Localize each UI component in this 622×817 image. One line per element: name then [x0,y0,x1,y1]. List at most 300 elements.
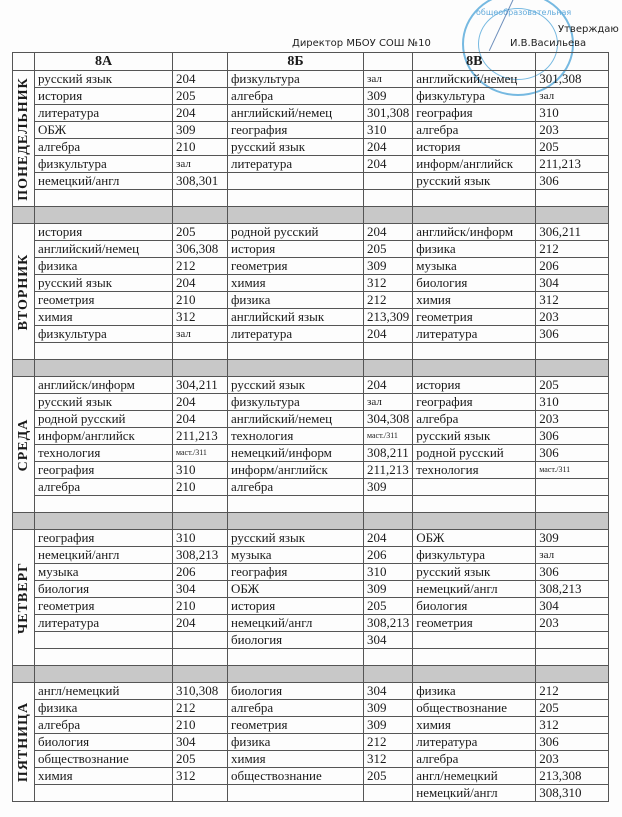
separator-cell [413,666,536,683]
separator-cell [13,666,35,683]
lesson-row [13,734,609,751]
room-cell: 210 [173,479,228,496]
subject-cell: русский язык [413,564,536,581]
subject-cell: биология [413,598,536,615]
lesson-row [13,700,609,717]
separator-cell [13,360,35,377]
subject-cell: алгебра [228,479,364,496]
subject-cell [413,343,536,360]
room-cell: 306 [536,564,609,581]
subject-cell: английский/немец [35,241,173,258]
room-cell: 309 [536,530,609,547]
subject-cell: английский/немец [228,105,364,122]
room-cell [536,649,609,666]
room-cell: 312 [536,717,609,734]
day-separator [13,207,609,224]
subject-cell: геометрия [228,717,364,734]
room-cell: 312 [173,309,228,326]
lesson-row [13,173,609,190]
subject-cell: русский язык [413,173,536,190]
lesson-row [13,428,609,445]
lesson-row [13,258,609,275]
separator-cell [536,513,609,530]
subject-cell: биология [228,632,364,649]
subject-cell: алгебра [413,751,536,768]
class-header: 8В [413,53,536,71]
subject-cell: физика [35,258,173,275]
subject-cell [228,343,364,360]
room-cell: 205 [173,224,228,241]
lesson-row [13,547,609,564]
subject-cell: химия [35,309,173,326]
room-cell: 304 [364,683,413,700]
room-cell: 304 [364,632,413,649]
day-name: ЧЕТВЕРГ [15,561,31,634]
subject-cell: биология [35,581,173,598]
lesson-row [13,462,609,479]
stamp-text: общеобразовательная [476,8,572,17]
subject-cell: литература [35,105,173,122]
lesson-row [13,632,609,649]
room-cell: 210 [173,292,228,309]
room-cell: 210 [173,139,228,156]
lesson-row [13,105,609,122]
room-cell [536,632,609,649]
subject-cell [228,173,364,190]
room-header [173,53,228,71]
subject-cell: физика [228,734,364,751]
room-cell: 204 [173,411,228,428]
lesson-row [13,122,609,139]
subject-cell: технология [228,428,364,445]
room-cell [364,343,413,360]
subject-cell: алгебра [35,717,173,734]
subject-cell: технология [35,445,173,462]
room-cell: 205 [364,241,413,258]
room-cell: 212 [364,734,413,751]
room-cell: 204 [364,139,413,156]
subject-cell: английск/информ [35,377,173,394]
room-cell: 312 [364,275,413,292]
room-cell: 304,308 [364,411,413,428]
day-separator [13,513,609,530]
subject-cell [35,649,173,666]
subject-cell: физкультура [413,547,536,564]
room-cell: 206 [536,258,609,275]
room-cell: 206 [173,564,228,581]
subject-cell: немецкий/англ [413,581,536,598]
subject-cell: физкультура [35,156,173,173]
lesson-row [13,598,609,615]
subject-cell: алгебра [35,479,173,496]
room-cell: 304 [536,275,609,292]
room-cell: 309 [364,479,413,496]
room-cell: 308,301 [173,173,228,190]
subject-cell: немецкий/англ [413,785,536,802]
room-cell: 304 [173,734,228,751]
subject-cell: литература [413,326,536,343]
room-cell [536,496,609,513]
subject-cell: физика [228,292,364,309]
day-name: СРЕДА [15,418,31,471]
room-cell: 306 [536,428,609,445]
subject-cell: родной русский [35,411,173,428]
subject-cell: русский язык [35,394,173,411]
approve-label: Утверждаю [558,24,619,35]
room-cell: 205 [364,768,413,785]
class-header: 8Б [228,53,364,71]
day-separator [13,360,609,377]
subject-cell: английский/немец [413,71,536,88]
subject-cell: англ/немецкий [413,768,536,785]
lesson-row [13,343,609,360]
lesson-row [13,717,609,734]
room-cell: 213,308 [536,768,609,785]
subject-cell: русский язык [35,275,173,292]
room-header [364,53,413,71]
lesson-row [13,751,609,768]
subject-cell: физкультура [413,88,536,105]
room-cell: 204 [173,105,228,122]
subject-cell: химия [35,768,173,785]
subject-cell [413,479,536,496]
lesson-row [13,683,609,700]
room-cell: 212 [173,258,228,275]
room-cell: зал [536,88,609,105]
subject-cell: литература [413,734,536,751]
separator-cell [173,666,228,683]
lesson-row [13,292,609,309]
room-cell: 211,213 [364,462,413,479]
subject-cell: физика [413,241,536,258]
day-name: ПОНЕДЕЛЬНИК [15,76,31,201]
room-cell: 310,308 [173,683,228,700]
room-cell: 301,308 [536,71,609,88]
subject-cell [413,496,536,513]
subject-cell: физика [35,700,173,717]
room-cell: 312 [173,768,228,785]
subject-cell: химия [228,751,364,768]
class-header: 8А [35,53,173,71]
room-cell: 310 [536,394,609,411]
subject-cell: биология [228,683,364,700]
subject-cell: алгебра [413,411,536,428]
lesson-row [13,139,609,156]
subject-cell [228,649,364,666]
lesson-row [13,785,609,802]
subject-cell: обществознание [35,751,173,768]
room-cell: 210 [173,598,228,615]
separator-cell [413,360,536,377]
room-cell: зал [536,547,609,564]
room-cell: 203 [536,615,609,632]
subject-cell: информ/английск [413,156,536,173]
room-cell: 204 [364,156,413,173]
separator-cell [228,360,364,377]
subject-cell: литература [228,326,364,343]
separator-cell [536,666,609,683]
room-cell: 211,213 [173,428,228,445]
header-row [13,53,609,71]
subject-cell: обществознание [228,768,364,785]
room-cell: зал [173,326,228,343]
subject-cell [413,649,536,666]
day-label [13,71,35,207]
room-cell: 203 [536,751,609,768]
subject-cell: английск/информ [413,224,536,241]
room-cell: зал [364,394,413,411]
room-cell: 306 [536,173,609,190]
room-cell: 310 [364,564,413,581]
separator-cell [228,666,364,683]
room-cell [536,343,609,360]
subject-cell: география [35,530,173,547]
separator-cell [364,207,413,224]
room-cell [364,173,413,190]
day-separator [13,666,609,683]
room-cell: 204 [173,615,228,632]
room-cell: 204 [173,275,228,292]
lesson-row [13,88,609,105]
room-cell: 306,211 [536,224,609,241]
room-cell: 212 [536,683,609,700]
room-cell [364,190,413,207]
subject-cell: химия [413,292,536,309]
lesson-row [13,530,609,547]
subject-cell: география [413,105,536,122]
subject-cell: английский/немец [228,411,364,428]
subject-cell: история [413,139,536,156]
room-cell: 309 [364,717,413,734]
room-cell: 211,213 [536,156,609,173]
subject-cell: русский язык [35,71,173,88]
subject-cell: музыка [413,258,536,275]
day-label [13,530,35,666]
subject-cell: англ/немецкий [35,683,173,700]
subject-cell: геометрия [228,258,364,275]
room-cell: 210 [173,717,228,734]
separator-cell [35,513,173,530]
room-cell: 203 [536,309,609,326]
lesson-row [13,326,609,343]
schedule-table [12,52,609,802]
lesson-row [13,768,609,785]
room-cell: 304 [536,598,609,615]
room-cell: 203 [536,122,609,139]
subject-cell: алгебра [35,139,173,156]
subject-cell: ОБЖ [228,581,364,598]
subject-cell: геометрия [35,598,173,615]
director-label: Директор МБОУ СОШ №10 [292,38,431,49]
lesson-row [13,394,609,411]
room-cell: 308,211 [364,445,413,462]
separator-cell [35,360,173,377]
subject-cell: технология [413,462,536,479]
room-cell: 212 [364,292,413,309]
room-cell: 205 [173,751,228,768]
lesson-row [13,479,609,496]
room-cell: 309 [173,122,228,139]
subject-cell: химия [413,717,536,734]
lesson-row [13,309,609,326]
subject-cell [413,632,536,649]
subject-cell: физкультура [35,326,173,343]
room-cell [173,496,228,513]
subject-cell: физкультура [228,71,364,88]
room-cell [364,649,413,666]
separator-cell [228,207,364,224]
lesson-row [13,377,609,394]
room-cell: 205 [536,377,609,394]
room-cell: 204 [364,377,413,394]
subject-cell: литература [228,156,364,173]
separator-cell [13,513,35,530]
subject-cell: история [228,598,364,615]
room-cell: 205 [364,598,413,615]
subject-cell: география [228,122,364,139]
room-cell: 204 [364,530,413,547]
subject-cell [35,632,173,649]
corner-cell [13,53,35,71]
room-cell: 203 [536,411,609,428]
subject-cell: ОБЖ [35,122,173,139]
room-cell: 309 [364,88,413,105]
separator-cell [35,207,173,224]
room-cell: 301,308 [364,105,413,122]
room-cell: 205 [536,139,609,156]
lesson-row [13,224,609,241]
subject-cell: алгебра [228,700,364,717]
subject-cell: химия [228,275,364,292]
day-label [13,377,35,513]
room-cell: маст./311 [173,445,228,462]
subject-cell: история [35,224,173,241]
room-cell: 212 [536,241,609,258]
subject-cell: география [413,394,536,411]
subject-cell: немецкий/англ [35,173,173,190]
subject-cell: информ/английск [35,428,173,445]
room-cell: 306 [536,326,609,343]
subject-cell: история [413,377,536,394]
separator-cell [364,360,413,377]
room-cell: 212 [173,700,228,717]
room-cell [536,479,609,496]
director-name: И.В.Васильева [510,38,587,49]
subject-cell: обществознание [413,700,536,717]
subject-cell: русский язык [228,530,364,547]
room-cell: маст./311 [364,428,413,445]
day-label [13,224,35,360]
room-cell: 306,308 [173,241,228,258]
day-label [13,683,35,802]
lesson-row [13,445,609,462]
room-cell: 308,310 [536,785,609,802]
room-cell: 308,213 [536,581,609,598]
subject-cell: родной русский [228,224,364,241]
subject-cell [413,190,536,207]
room-cell [173,632,228,649]
subject-cell: музыка [35,564,173,581]
room-cell [173,190,228,207]
subject-cell: русский язык [413,428,536,445]
lesson-row [13,649,609,666]
separator-cell [228,513,364,530]
separator-cell [536,207,609,224]
room-header [536,53,609,71]
room-cell: 205 [536,700,609,717]
subject-cell: информ/английск [228,462,364,479]
room-cell: 310 [173,530,228,547]
separator-cell [173,360,228,377]
room-cell: 306 [536,445,609,462]
subject-cell: ОБЖ [413,530,536,547]
day-name: ВТОРНИК [15,253,31,330]
room-cell: 204 [173,71,228,88]
room-cell: 310 [536,105,609,122]
separator-cell [35,666,173,683]
subject-cell: русский язык [228,139,364,156]
lesson-row [13,581,609,598]
subject-cell [228,496,364,513]
room-cell: 309 [364,581,413,598]
subject-cell [228,190,364,207]
lesson-row [13,564,609,581]
subject-cell: немецкий/информ [228,445,364,462]
room-cell: 312 [364,751,413,768]
room-cell: зал [173,156,228,173]
separator-cell [536,360,609,377]
room-cell [364,785,413,802]
room-cell: 204 [364,224,413,241]
room-cell: 308,213 [173,547,228,564]
subject-cell [228,785,364,802]
subject-cell: история [35,88,173,105]
separator-cell [413,513,536,530]
subject-cell: геометрия [413,309,536,326]
subject-cell: литература [35,615,173,632]
subject-cell [35,190,173,207]
subject-cell [35,785,173,802]
room-cell: 205 [173,88,228,105]
subject-cell: родной русский [413,445,536,462]
room-cell [173,649,228,666]
subject-cell: алгебра [228,88,364,105]
room-cell: 204 [364,326,413,343]
subject-cell: география [35,462,173,479]
lesson-row [13,496,609,513]
room-cell [173,785,228,802]
room-cell: 312 [536,292,609,309]
lesson-row [13,156,609,173]
subject-cell [35,343,173,360]
subject-cell [35,496,173,513]
room-cell: 213,309 [364,309,413,326]
separator-cell [364,513,413,530]
subject-cell: биология [413,275,536,292]
subject-cell: музыка [228,547,364,564]
lesson-row [13,190,609,207]
room-cell: 308,213 [364,615,413,632]
separator-cell [173,513,228,530]
subject-cell: геометрия [413,615,536,632]
room-cell: зал [364,71,413,88]
lesson-row [13,411,609,428]
subject-cell: физкультура [228,394,364,411]
room-cell: 204 [173,394,228,411]
subject-cell: английский язык [228,309,364,326]
subject-cell: география [228,564,364,581]
subject-cell: биология [35,734,173,751]
